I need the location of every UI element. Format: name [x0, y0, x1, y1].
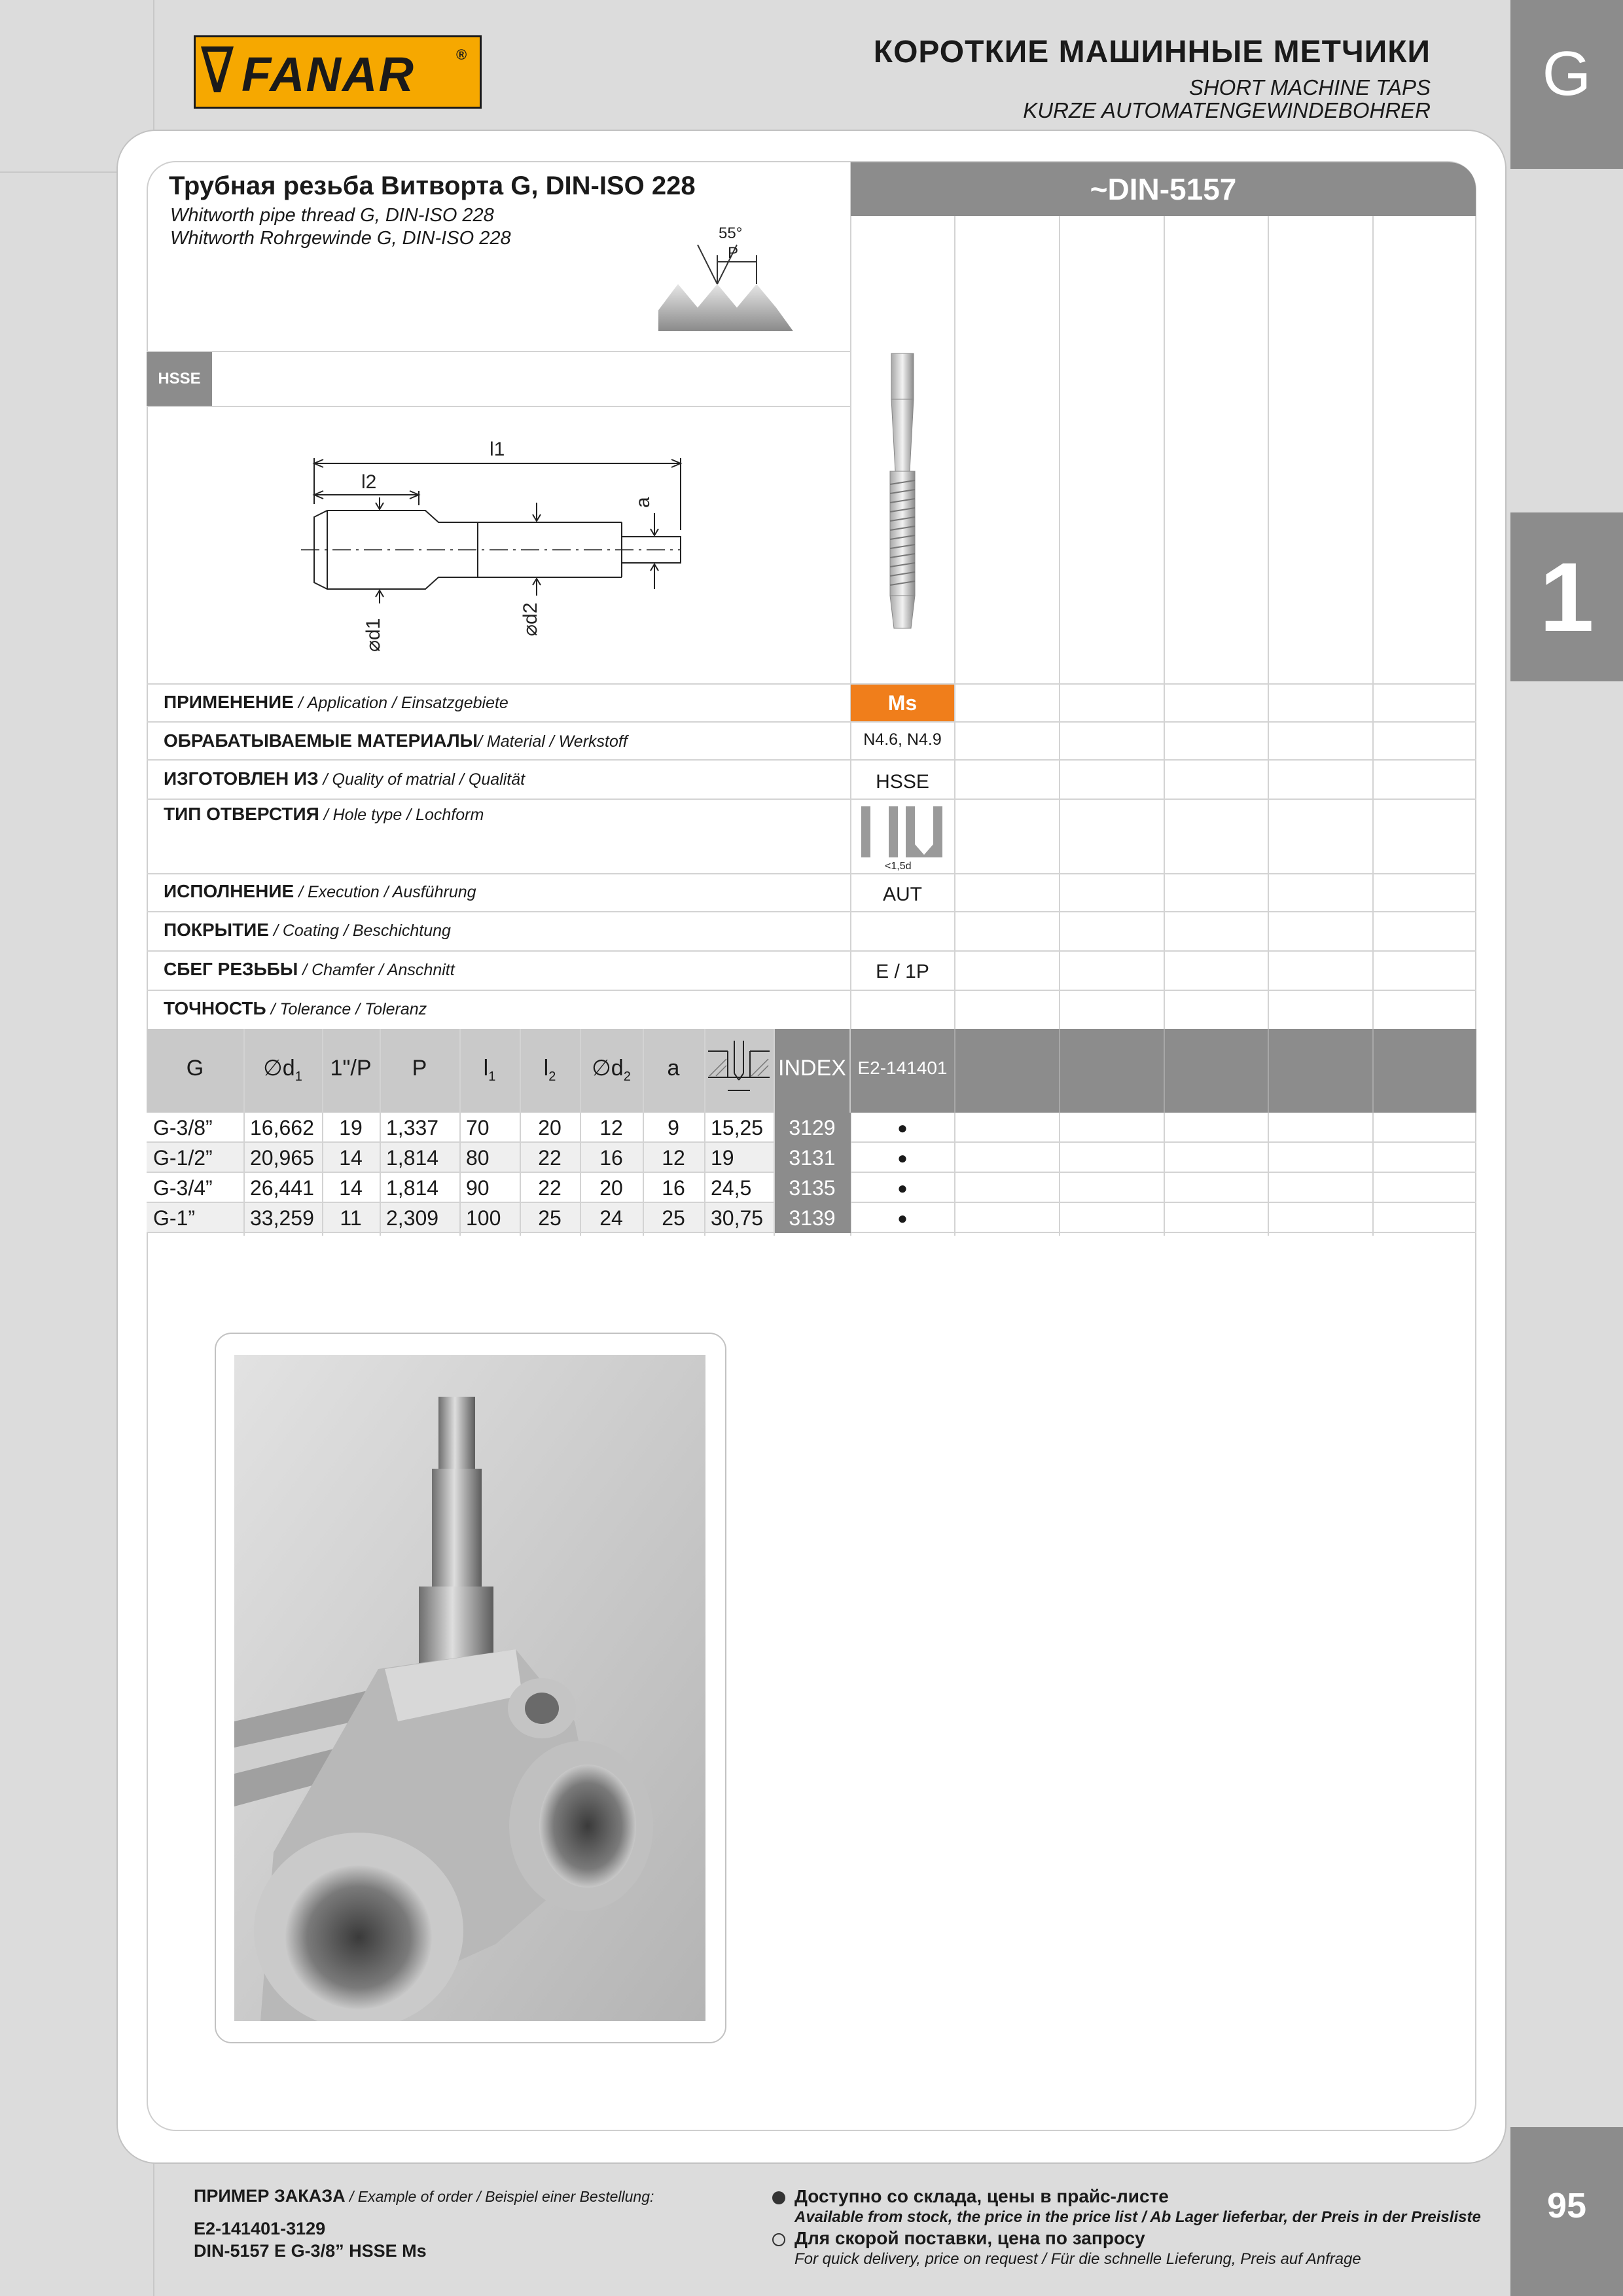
col-d2-header-text: ∅d [592, 1056, 624, 1081]
order-example-label [194, 2186, 654, 2206]
prop-chamfer-ru: СБЕГ РЕЗЬБЫ [164, 959, 298, 979]
col-d1-cell: 16,662 [250, 1116, 314, 1139]
prop-coating-ru: ПОКРЫТИЕ [164, 920, 269, 940]
col-code-header-text: E2-141401 [857, 1058, 948, 1078]
availability-dot-icon: ● [897, 1208, 908, 1228]
col-tpi-header-text: 1"/P [330, 1056, 372, 1081]
col-l2-cell: 25 [538, 1206, 562, 1230]
application-value: Ms [851, 685, 954, 721]
in-stock-legend-translation: Available from stock, the price in the price list / Ab Lager lieferbar, der Preis in der Preisliste [794, 2208, 1481, 2226]
col-thread-length-cell: 30,75 [711, 1206, 764, 1230]
grid-line [147, 351, 851, 352]
grid-line [147, 721, 1476, 723]
grid-line [147, 798, 1476, 800]
prop-execution-other: / Execution / Ausführung [294, 883, 476, 901]
svg-text:FANAR: FANAR [241, 47, 415, 101]
prop-quality-other: / Quality of matrial / Qualität [318, 770, 526, 789]
col-g-cell: G-3/8” [153, 1116, 213, 1139]
dim-d2-label: ⌀d2 [520, 602, 541, 636]
grid-line [147, 873, 1476, 874]
prop-material-other: / Material / Werkstoff [478, 732, 628, 751]
col-index-header-text: INDEX [778, 1056, 846, 1081]
material-tag: HSSE [147, 352, 212, 406]
col-g-cell: G-3/4” [153, 1176, 213, 1200]
col-l2-header-text: l [543, 1056, 549, 1081]
prop-material [164, 730, 628, 751]
col-thread-length-cell: 24,5 [711, 1176, 752, 1200]
col-d1-header [243, 1029, 322, 1113]
col-l1-cell: 70 [466, 1116, 490, 1139]
dim-a-label: a [632, 497, 654, 508]
col-a-cell: 16 [662, 1176, 685, 1200]
page-number: 95 [1510, 2127, 1623, 2296]
application-photo [234, 1355, 705, 2021]
grid-line [520, 1029, 521, 1236]
prop-execution-ru: ИСПОЛНЕНИЕ [164, 881, 294, 901]
grid-line [643, 1029, 644, 1236]
order-example-other: / Example of order / Beispiel einer Bestellung: [345, 2188, 654, 2205]
execution-value: AUT [883, 884, 922, 905]
quality-value: HSSE [876, 771, 929, 793]
col-l2-cell: 22 [538, 1146, 562, 1170]
order-code: E2-141401-3129 [194, 2219, 326, 2238]
dim-l1-label: l1 [490, 439, 505, 460]
col-l1-cell: 90 [466, 1176, 490, 1200]
col-tpi-cell: 14 [339, 1176, 363, 1200]
col-pitch-cell: 1,337 [386, 1116, 439, 1139]
col-index-cell[interactable]: 3129 [774, 1113, 851, 1143]
col-d1-header-sub: 1 [294, 1069, 302, 1084]
prop-tolerance-ru: ТОЧНОСТЬ [164, 998, 266, 1018]
col-tpi-header [322, 1029, 380, 1113]
col-code-header [851, 1029, 954, 1113]
grid-line [774, 1029, 775, 1236]
col-d1-header-text: ∅d [263, 1056, 295, 1081]
prop-hole-type-ru: ТИП ОТВЕРСТИЯ [164, 804, 319, 824]
col-pitch-cell: 1,814 [386, 1146, 439, 1170]
col-d2-cell: 24 [599, 1206, 623, 1230]
col-l1-header-text: l [483, 1056, 489, 1081]
grid-line [243, 1029, 245, 1236]
col-a-header-text: a [667, 1056, 680, 1081]
col-l1-header [459, 1029, 520, 1113]
col-pitch-header [380, 1029, 459, 1113]
col-l2-header-sub: 2 [548, 1069, 556, 1084]
svg-text:®: ® [456, 46, 467, 63]
col-l2-cell: 22 [538, 1176, 562, 1200]
col-g-cell: G-1/2” [153, 1146, 213, 1170]
col-a-header [643, 1029, 704, 1113]
grid-line [1372, 1029, 1374, 1113]
material-value: N4.6, N4.9 [863, 730, 942, 749]
col-g-header-text: G [186, 1056, 204, 1081]
section-subtitle-de: Whitworth Rohrgewinde G, DIN-ISO 228 [170, 228, 511, 249]
chamfer-value: E / 1P [876, 961, 929, 982]
prop-application-ru: ПРИМЕНЕНИЕ [164, 692, 294, 712]
grid-line [380, 1029, 381, 1236]
prop-coating [164, 920, 451, 941]
col-d2-cell: 12 [599, 1116, 623, 1139]
grid-line [704, 1029, 705, 1236]
grid-line [459, 1029, 461, 1236]
prop-tolerance [164, 998, 427, 1019]
grid-line [1164, 1029, 1165, 1113]
thread-profile-icon [654, 219, 798, 336]
prop-material-ru: ОБРАБАТЫВАЕМЫЕ МАТЕРИАЛЫ [164, 730, 478, 751]
order-description: DIN-5157 E G-3/8” HSSE Ms [194, 2241, 427, 2261]
col-a-cell: 25 [662, 1206, 685, 1230]
dim-l2-label: l2 [361, 471, 377, 493]
col-d1-cell: 26,441 [250, 1176, 314, 1200]
prop-execution [164, 881, 476, 902]
col-index-header [774, 1029, 851, 1113]
availability-dot-icon: ● [897, 1148, 908, 1168]
prop-application [164, 692, 508, 713]
section-tab[interactable]: 1 [1510, 512, 1623, 681]
prop-quality-ru: ИЗГОТОВЛЕН ИЗ [164, 768, 319, 789]
prop-tolerance-other: / Tolerance / Toleranz [266, 1000, 427, 1018]
col-tpi-cell: 19 [339, 1116, 363, 1139]
col-g-cell: G-1” [153, 1206, 195, 1230]
grid-line [147, 990, 1476, 991]
col-index-cell[interactable]: 3131 [774, 1143, 851, 1173]
col-thread-length-cell: 15,25 [711, 1116, 764, 1139]
col-g-header [147, 1029, 243, 1113]
tap-technical-drawing [288, 432, 707, 668]
standard-header: ~DIN-5157 [851, 162, 1476, 216]
prop-chamfer-other: / Chamfer / Anschnitt [298, 961, 455, 979]
col-l2-header [520, 1029, 580, 1113]
col-d2-cell: 20 [599, 1176, 623, 1200]
col-l1-header-sub: 1 [488, 1069, 496, 1084]
col-d2-header [580, 1029, 643, 1113]
category-tab[interactable]: G [1510, 0, 1623, 169]
col-pitch-cell: 2,309 [386, 1206, 439, 1230]
dim-d1-label: ⌀d1 [363, 618, 384, 652]
grid-line [954, 1029, 955, 1113]
availability-dot-icon: ● [897, 1118, 908, 1138]
col-index-cell[interactable]: 3139 [774, 1203, 851, 1233]
col-l2-cell: 20 [538, 1116, 562, 1139]
grid-line [147, 683, 1476, 685]
prop-application-other: / Application / Einsatzgebiete [293, 694, 508, 712]
col-pitch-header-text: P [412, 1056, 427, 1081]
col-index-cell[interactable]: 3135 [774, 1173, 851, 1203]
col-l1-cell: 100 [466, 1206, 501, 1230]
on-request-bullet-icon [772, 2233, 785, 2246]
grid-line [147, 759, 1476, 761]
page-subtitle-de: KURZE AUTOMATENGEWINDEBOHRER [1023, 98, 1431, 122]
col-d1-cell: 20,965 [250, 1146, 314, 1170]
col-tpi-cell: 11 [340, 1206, 362, 1230]
grid-line [580, 1029, 581, 1236]
hole-depth-label: <1,5d [885, 861, 912, 872]
prop-quality [164, 768, 525, 789]
section-title: Трубная резьба Витворта G, DIN-ISO 228 [169, 171, 696, 200]
page-subtitle-en: SHORT MACHINE TAPS [1188, 75, 1431, 99]
availability-dot-icon: ● [897, 1178, 908, 1198]
col-l1-cell: 80 [466, 1146, 490, 1170]
grid-line [322, 1029, 323, 1236]
prop-hole-type [164, 804, 484, 825]
order-example-ru: ПРИМЕР ЗАКАЗА [194, 2186, 346, 2206]
grid-line [1059, 1029, 1060, 1113]
prop-hole-type-other: / Hole type / Lochform [319, 806, 484, 824]
thread-angle-label: 55° [719, 224, 743, 242]
on-request-legend-translation: For quick delivery, price on request / Für die schnelle Lieferung, Preis auf Anfrage [794, 2250, 1361, 2268]
thread-length-icon [704, 1031, 774, 1110]
in-stock-legend: Доступно со склада, цены в прайс-листе [794, 2186, 1169, 2206]
col-a-cell: 9 [668, 1116, 679, 1139]
col-d2-cell: 16 [599, 1146, 623, 1170]
on-request-legend: Для скорой поставки, цена по запросу [794, 2228, 1145, 2248]
hole-type-icon [859, 804, 948, 872]
col-d1-cell: 33,259 [250, 1206, 314, 1230]
pitch-label: P [728, 244, 739, 262]
page-title: КОРОТКИЕ МАШИННЫЕ МЕТЧИКИ [873, 35, 1431, 69]
col-d2-header-sub: 2 [623, 1069, 631, 1084]
in-stock-bullet-icon [772, 2191, 785, 2204]
col-thread-length-cell: 19 [711, 1146, 734, 1170]
col-tpi-cell: 14 [339, 1146, 363, 1170]
col-a-cell: 12 [662, 1146, 685, 1170]
col-pitch-cell: 1,814 [386, 1176, 439, 1200]
tap-product-image [877, 347, 929, 635]
grid-line [147, 911, 1476, 912]
prop-coating-other: / Coating / Beschichtung [269, 922, 451, 940]
section-subtitle-en: Whitworth pipe thread G, DIN-ISO 228 [170, 205, 494, 226]
brand-logo [194, 35, 482, 109]
grid-line [147, 406, 851, 407]
prop-chamfer [164, 959, 455, 980]
grid-line [147, 950, 1476, 952]
grid-line [1268, 1029, 1269, 1113]
